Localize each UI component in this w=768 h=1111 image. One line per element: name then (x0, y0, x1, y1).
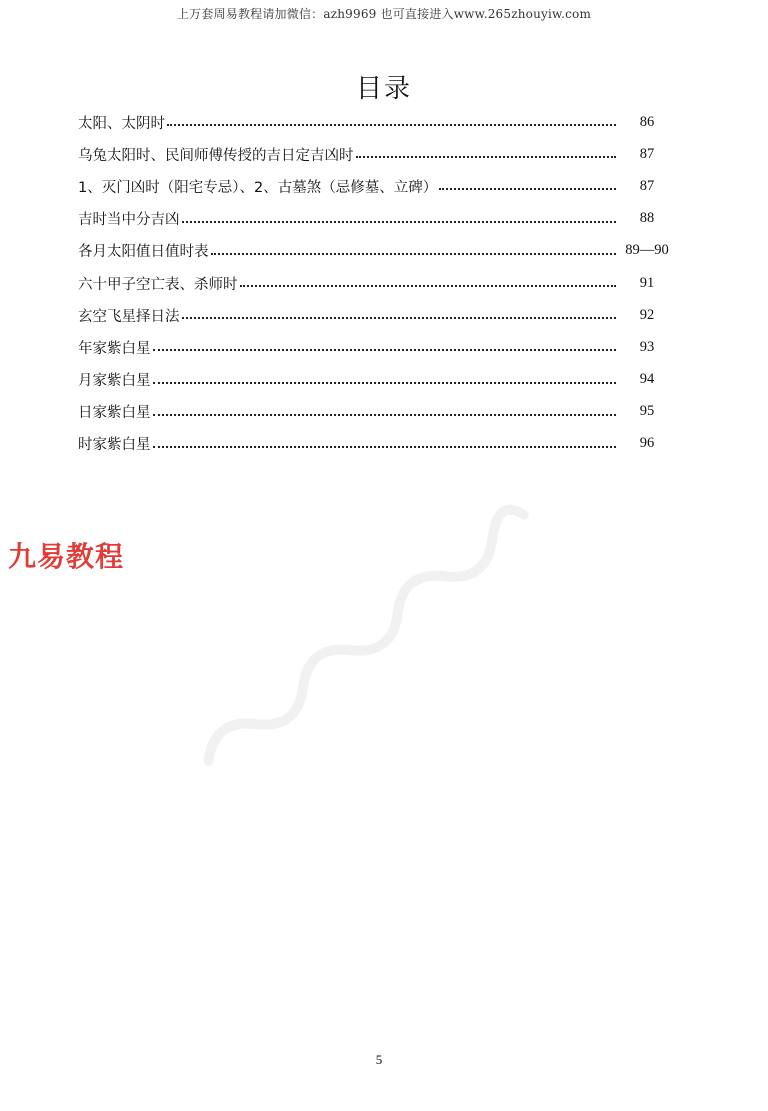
dot-leader (167, 110, 616, 126)
dot-leader (240, 271, 617, 287)
toc-entry-title: 年家紫白星 (78, 337, 152, 358)
toc-entry[interactable] (78, 267, 678, 299)
toc-entry[interactable] (78, 235, 678, 267)
toc-entry-page: 87 (639, 145, 655, 162)
toc-entry-page: 92 (639, 306, 655, 323)
toc-entry-page: 96 (639, 435, 655, 452)
toc-entry[interactable] (78, 203, 678, 235)
watermark-graphic (176, 477, 544, 783)
toc-entry-title: 吉时当中分吉凶 (78, 208, 181, 229)
toc-title: 目录 (355, 74, 412, 104)
toc-entry[interactable] (78, 331, 678, 363)
toc-entry[interactable] (78, 428, 678, 460)
dot-leader (211, 239, 617, 255)
toc-entry-title: 乌兔太阳时、民间师傅传授的吉日定吉凶时 (78, 144, 355, 165)
page-number: 5 (375, 1052, 383, 1067)
toc-entry-page: 91 (639, 274, 655, 291)
toc-entry[interactable] (78, 299, 678, 331)
toc-entry-title: 玄空飞星择日法 (78, 305, 181, 326)
toc-entry[interactable] (78, 106, 678, 138)
dot-leader (356, 142, 617, 158)
toc-entry-page: 86 (639, 113, 655, 130)
toc-entry-title: 各月太阳值日值时表 (78, 240, 210, 261)
toc-entry[interactable] (78, 396, 678, 428)
dot-leader (153, 400, 617, 416)
toc-entry-title: 日家紫白星 (78, 401, 152, 422)
dot-leader (153, 368, 617, 384)
toc-entry-page: 89—90 (625, 242, 669, 259)
toc-entry[interactable] (78, 138, 678, 170)
toc-entry[interactable] (78, 364, 678, 396)
dot-leader (153, 335, 617, 351)
dot-leader (439, 174, 616, 190)
toc-entry-page: 94 (639, 371, 655, 388)
toc-entry-title: 时家紫白星 (78, 433, 152, 454)
toc-entry-page: 93 (639, 338, 655, 355)
toc-entry-page: 88 (639, 210, 655, 227)
header-banner: 上万套周易教程请加微信：azh9969 也可直接进入www.265zhouyiw.com (176, 7, 592, 21)
toc-entry-title: 太阳、太阴时 (78, 112, 166, 133)
toc-entry-title: 月家紫白星 (78, 369, 152, 390)
toc-list (78, 106, 678, 460)
toc-entry[interactable] (78, 170, 678, 202)
dot-leader (182, 303, 617, 319)
brand-logo-text: 九易教程 (8, 540, 125, 573)
toc-entry-page: 87 (639, 177, 655, 194)
watermark-shape (176, 477, 544, 783)
dot-leader (182, 207, 617, 223)
dot-leader (153, 432, 617, 448)
toc-entry-title: 1、灭门凶时（阳宅专忌）、2、古墓煞（忌修墓、立碑） (78, 176, 438, 197)
toc-entry-page: 95 (639, 403, 655, 420)
toc-entry-title: 六十甲子空亡表、杀师时 (78, 273, 239, 294)
